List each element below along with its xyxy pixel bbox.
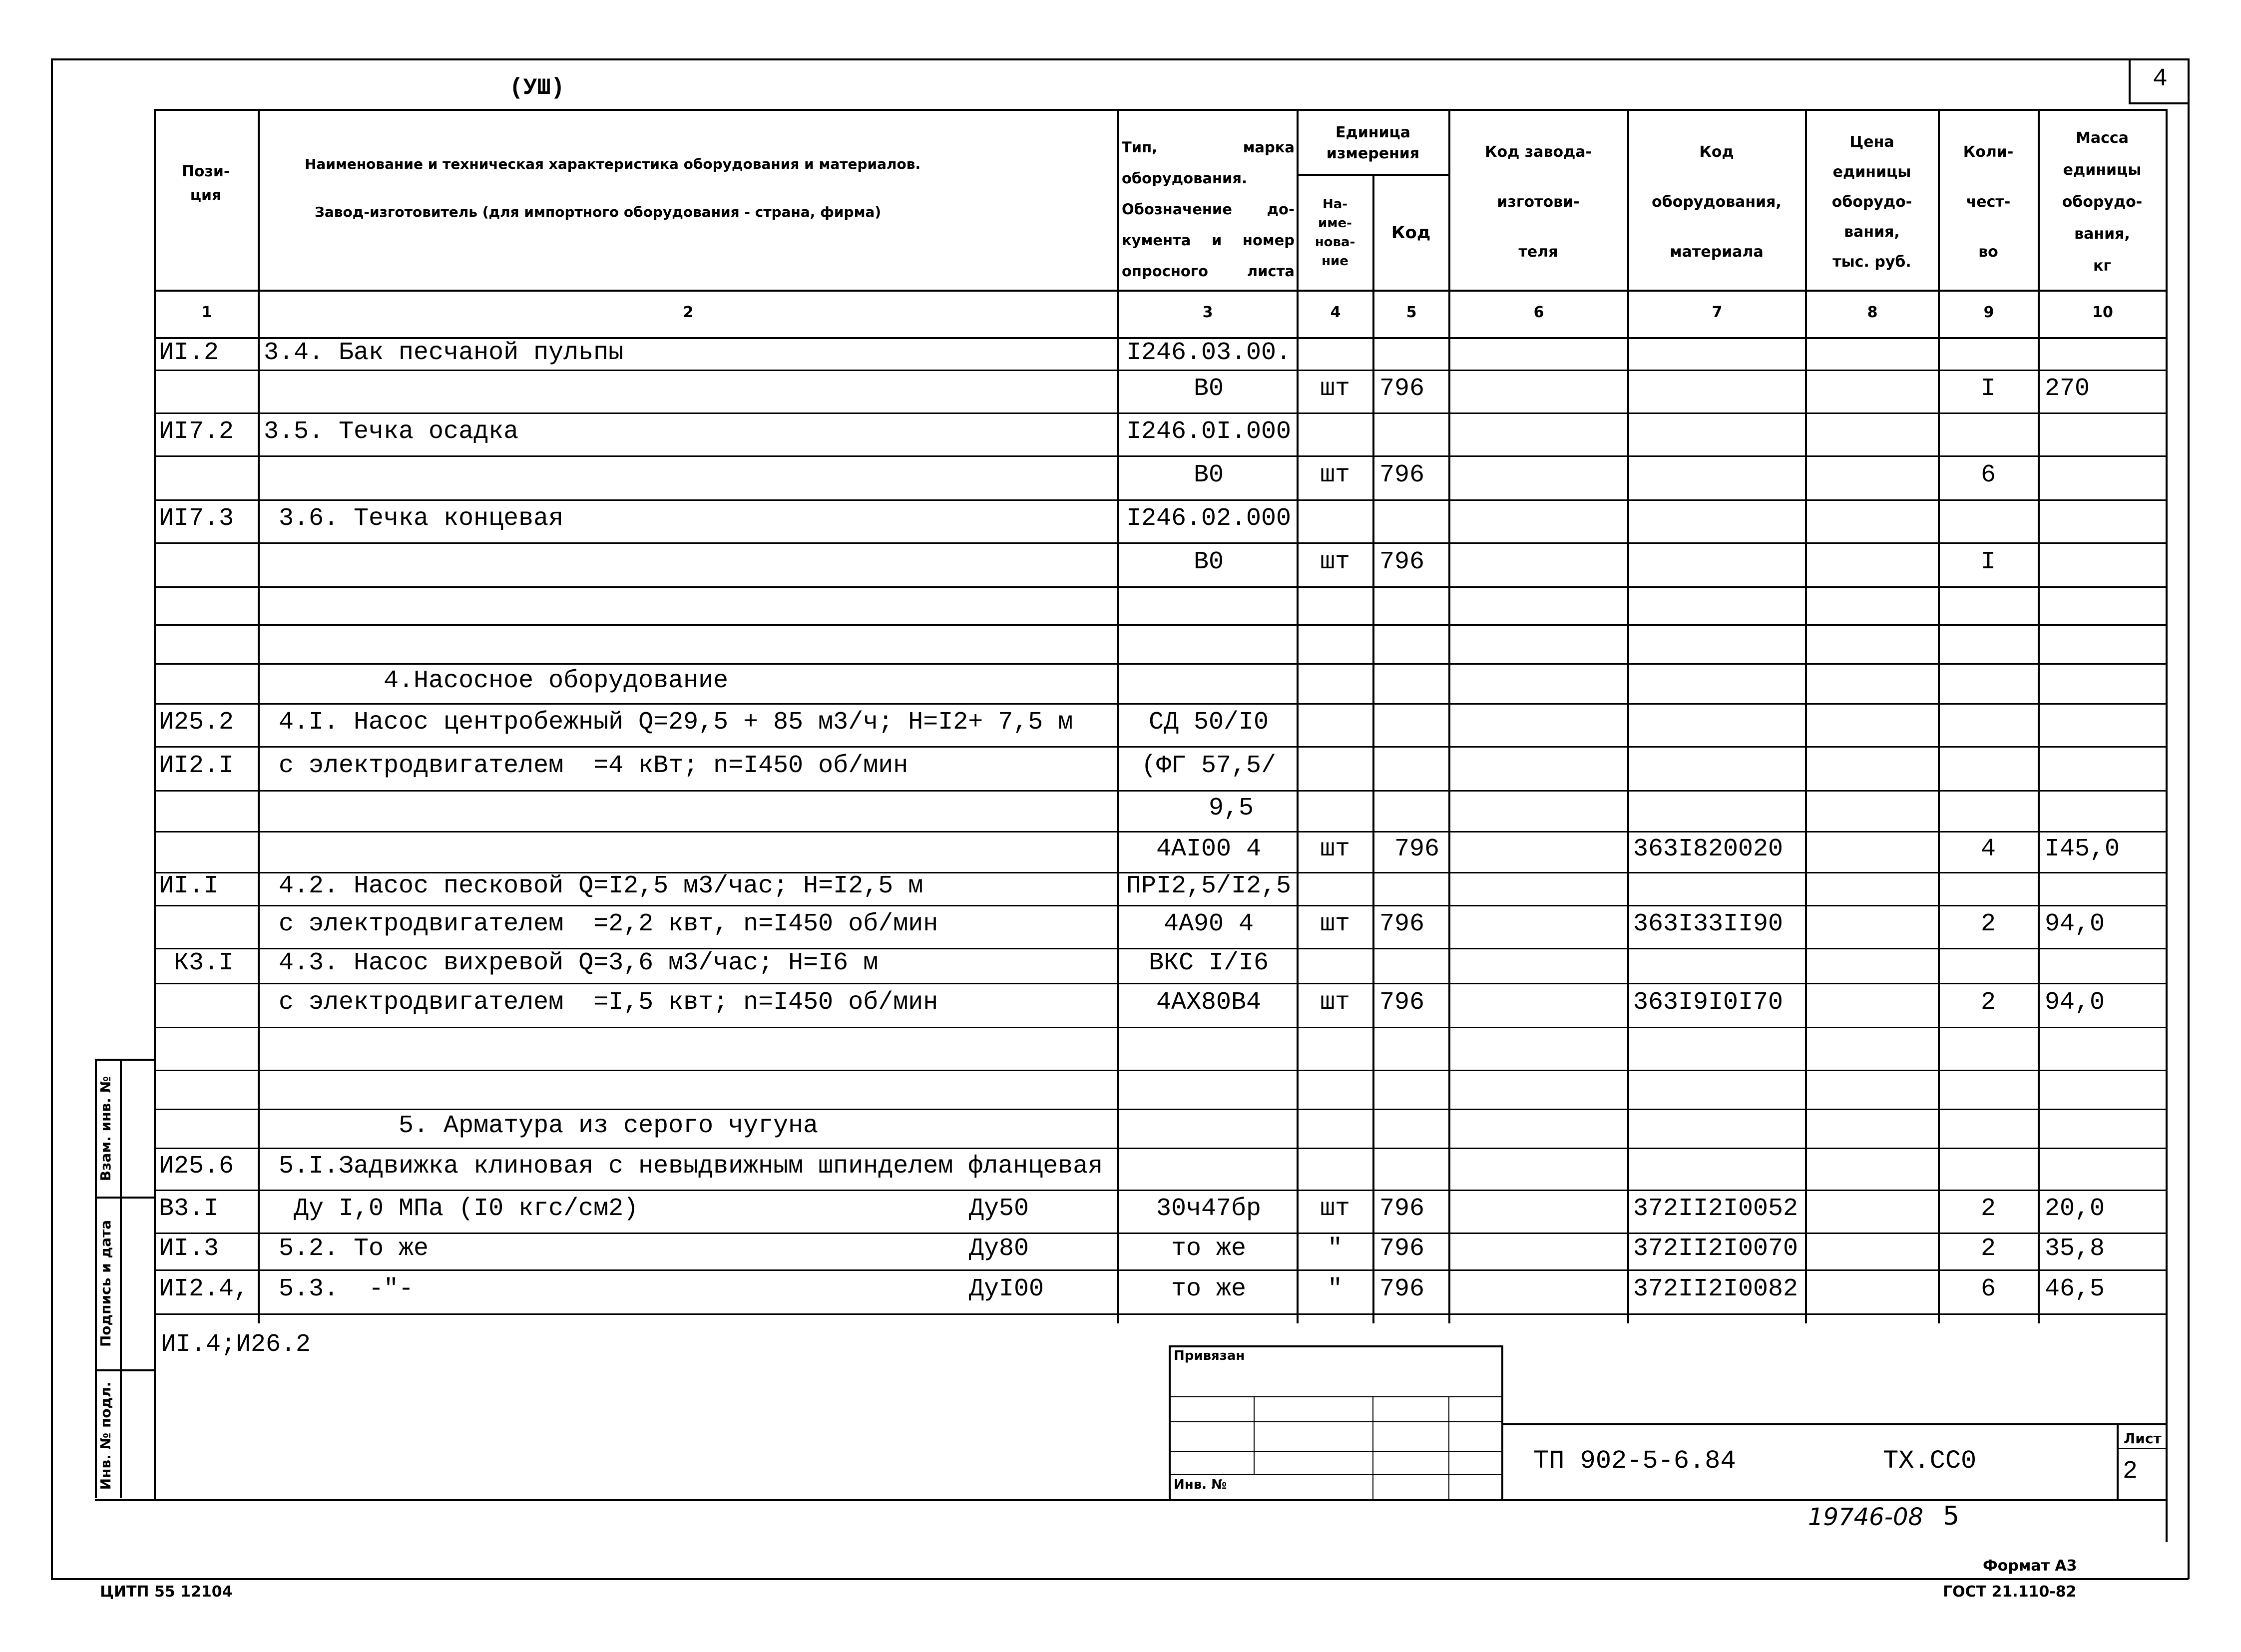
cell-type: СД 50/I0 — [1148, 708, 1269, 737]
col-line-6-7 — [1627, 109, 1629, 1323]
handwritten-registration-number: 19746-08 — [1808, 1503, 1924, 1531]
cell-unit: шт — [1320, 461, 1350, 489]
cell-mass: 46,5 — [2045, 1275, 2105, 1303]
colnum-4: 4 — [1330, 304, 1341, 321]
stamp-sheet-left — [2117, 1423, 2119, 1500]
side-stamp-mid — [120, 1059, 122, 1498]
cell-name: 5.3. -"- — [264, 1275, 414, 1303]
header-unit-name: На- име- нова- ние — [1315, 197, 1355, 269]
colnum-5: 5 — [1406, 304, 1417, 321]
outer-frame-bottom — [51, 1578, 2189, 1580]
cell-mass: I45,0 — [2045, 835, 2120, 863]
colnum-7: 7 — [1712, 304, 1723, 321]
header-unit: Единица измерения — [1326, 124, 1420, 162]
row-divider — [154, 413, 2167, 414]
cell-equip: 363I9I0I70 — [1633, 988, 1784, 1017]
row-divider — [154, 586, 2167, 588]
cell-pos: К3.I — [159, 949, 234, 977]
cell-unit: " — [1327, 1235, 1343, 1263]
cell-type: I246.02.000 — [1126, 504, 1292, 533]
col-line-5-6 — [1448, 109, 1450, 1323]
cell-type: 4АI00 4 — [1156, 835, 1262, 863]
header-unit-price: Цена единицы оборудо- вания, тыс. руб. — [1831, 133, 1912, 271]
cell-unit: шт — [1320, 910, 1350, 938]
cell-qty: I — [1980, 548, 1996, 576]
cell-type: то же — [1171, 1275, 1247, 1303]
cell-nominal-diameter: Ду80 — [969, 1235, 1029, 1263]
colnum-2: 2 — [683, 304, 694, 321]
table-bottom — [95, 1499, 2167, 1501]
cell-type: I246.03.00. — [1126, 339, 1292, 367]
cell-unit: шт — [1320, 988, 1350, 1017]
stamp-row1 — [1169, 1396, 1502, 1397]
cell-code: 796 — [1379, 461, 1425, 489]
cell-name: 4.2. Насос песковой Q=I2,5 м3/час; Н=I2,5 м — [264, 872, 923, 900]
cell-qty: I — [1980, 375, 1996, 403]
cell-unit: шт — [1320, 1195, 1350, 1223]
cell-unit: шт — [1320, 835, 1350, 863]
cell-mass: 20,0 — [2045, 1195, 2105, 1223]
row-divider — [154, 1269, 2167, 1271]
cell-type: 4АХ80В4 — [1156, 988, 1262, 1017]
cell-pos: ИI7.2 — [159, 417, 234, 446]
footer-format: Формат А3 — [1983, 1557, 2077, 1575]
table-right — [2166, 109, 2168, 1542]
cell-pos: В3.I — [159, 1195, 219, 1223]
row-divider — [154, 663, 2167, 665]
row-divider — [154, 1233, 2167, 1234]
row-divider — [154, 1070, 2167, 1071]
cell-equip: 363I33II90 — [1633, 910, 1784, 938]
stamp-col1 — [1254, 1396, 1255, 1474]
cell-nominal-diameter: Ду50 — [969, 1195, 1029, 1223]
cell-code: 796 — [1379, 1235, 1425, 1263]
colnum-10: 10 — [2092, 304, 2113, 321]
table-top — [154, 109, 2167, 111]
cell-type: В0 — [1193, 548, 1224, 576]
side-label-original-inventory: Инв. № подл. — [97, 1381, 114, 1490]
row-divider — [154, 703, 2167, 705]
row-divider — [154, 1109, 2167, 1110]
colnum-3: 3 — [1202, 304, 1213, 321]
cell-type: (ФГ 57,5/ — [1141, 752, 1277, 780]
cell-name: 3.6. Течка концевая — [264, 504, 564, 533]
cell-type: ВКС I/I6 — [1148, 949, 1269, 977]
stamp-top — [1169, 1345, 1502, 1347]
row-divider — [154, 1313, 2167, 1315]
cell-pos: ИI7.3 — [159, 504, 234, 533]
row-divider — [154, 905, 2167, 906]
cell-type: то же — [1171, 1235, 1247, 1263]
outer-frame-top — [51, 58, 2189, 60]
cell-pos: И25.6 — [159, 1152, 234, 1181]
cell-type: В0 — [1193, 375, 1224, 403]
cell-mass: 94,0 — [2045, 910, 2105, 938]
cell-pos: И25.2 — [159, 708, 234, 737]
cell-pos: ИI2.4, — [159, 1275, 249, 1303]
row-divider — [154, 1190, 2167, 1191]
project-code: ТП 902-5-6.84 — [1533, 1446, 1736, 1476]
cell-name: 5.I.Задвижка клиновая с невыдвижным шпинделем фланцевая — [264, 1152, 1103, 1181]
header-type: Тип, марка оборудования. Обозначение до- кумента и номер опросного листа — [1122, 139, 1295, 280]
cell-name: 5.2. То же — [264, 1235, 429, 1263]
cell-type: 4А90 4 — [1163, 910, 1254, 938]
cell-name: с электродвигателем =2,2 квт, n=I450 об/мин — [264, 910, 938, 938]
side-stamp-left — [95, 1059, 97, 1498]
footer-cipher: ЦИТП 55 12104 — [100, 1583, 233, 1601]
col-line-1-2 — [258, 109, 260, 1323]
outer-frame-right — [2188, 58, 2190, 1579]
cell-equip: 372II2I0052 — [1633, 1195, 1798, 1223]
cell-pos: ИI.3 — [159, 1235, 219, 1263]
stamp-main-top — [1501, 1423, 2167, 1425]
cell-pos: ИI2.I — [159, 752, 234, 780]
stamp-row4 — [1169, 1474, 1502, 1475]
cell-unit: " — [1327, 1275, 1343, 1303]
document-code: ТХ.СС0 — [1883, 1446, 1977, 1476]
cell-type: ПРI2,5/I2,5 — [1126, 872, 1292, 900]
col-line-8-9 — [1938, 109, 1940, 1323]
row-divider — [154, 370, 2167, 371]
cell-type: 30ч47бр — [1156, 1195, 1262, 1223]
stamp-sheet-split — [2117, 1448, 2166, 1449]
cell-name: с электродвигателем =4 кВт; n=I450 об/мин — [264, 752, 908, 780]
cell-qty: 6 — [1980, 1275, 1996, 1303]
stamp-bound-label: Привязан — [1174, 1348, 1245, 1363]
stamp-left — [1169, 1345, 1171, 1500]
stamp-row2 — [1169, 1421, 1502, 1422]
row-divider — [154, 831, 2167, 832]
cell-qty: 2 — [1980, 910, 1996, 938]
header-unit-mass: Масса единицы оборудо- вания, кг — [2062, 129, 2143, 275]
col-line-2-3 — [1117, 109, 1119, 1323]
colnum-1: 1 — [201, 304, 212, 321]
colnum-8: 8 — [1867, 304, 1878, 321]
cell-nominal-diameter: ДуI00 — [969, 1275, 1044, 1303]
sheet-number: 2 — [2123, 1457, 2138, 1486]
cell-qty: 4 — [1980, 835, 1996, 863]
cell-equip: 372II2I0082 — [1633, 1275, 1798, 1303]
cell-name: 5. Арматура из серого чугуна — [264, 1112, 819, 1140]
stamp-col2 — [1372, 1396, 1373, 1500]
col-line-7-8 — [1805, 109, 1807, 1323]
cell-code: 796 — [1379, 835, 1440, 863]
cell-name: с электродвигателем =I,5 квт; n=I450 об/мин — [264, 988, 938, 1017]
cell-type: I246.0I.000 — [1126, 417, 1292, 446]
row-divider — [154, 1148, 2167, 1149]
cell-mass: 270 — [2045, 375, 2090, 403]
cell-unit: шт — [1320, 375, 1350, 403]
section-roman-label: (УШ) — [509, 75, 565, 101]
row-divider — [154, 1027, 2167, 1028]
row-divider — [154, 746, 2167, 748]
side-label-replacement: Взам. инв. № — [97, 1076, 114, 1182]
cell-mass: 35,8 — [2045, 1235, 2105, 1263]
cell-mass: 94,0 — [2045, 988, 2105, 1017]
row-divider — [154, 455, 2167, 457]
col-line-9-10 — [2038, 109, 2040, 1323]
cell-code: 796 — [1379, 375, 1425, 403]
cell-name: 4.I. Насос центробежный Q=29,5 + 85 м3/ч; Н=I2+ 7,5 м — [264, 708, 1073, 737]
cell-qty: 2 — [1980, 1195, 1996, 1223]
stamp-col3 — [1448, 1396, 1449, 1500]
cell-unit: шт — [1320, 548, 1350, 576]
colnum-6: 6 — [1533, 304, 1544, 321]
header-unit-code: Код — [1391, 223, 1431, 243]
stamp-inventory-label: Инв. № — [1174, 1477, 1227, 1492]
cell-name: 4.3. Насос вихревой Q=3,6 м3/час; Н=I6 м — [264, 949, 879, 977]
continuation-position: ИI.4;И26.2 — [161, 1330, 311, 1359]
header-name-line2: Завод-изготовитель (для импортного оборудования - страна, фирма) — [315, 204, 882, 220]
row-divider — [154, 624, 2167, 626]
row-divider — [154, 542, 2167, 544]
cell-equip: 363I820020 — [1633, 835, 1784, 863]
sheet-label: Лист — [2124, 1430, 2162, 1447]
cell-type: 9,5 — [1163, 794, 1254, 823]
col-line-3-4 — [1297, 109, 1299, 1323]
stamp-row3 — [1169, 1451, 1502, 1452]
sheet-corner-number: 4 — [2152, 65, 2168, 93]
corner-box-left — [2129, 58, 2131, 103]
cell-name: 4.Насосное оборудование — [264, 667, 729, 695]
header-factory-code: Код завода- изготови- теля — [1485, 143, 1592, 261]
cell-code: 796 — [1379, 1195, 1425, 1223]
cell-pos: ИI.I — [159, 872, 219, 900]
stamp-right-inner — [1501, 1345, 1503, 1500]
outer-frame-left — [51, 58, 53, 1579]
col-line-4-5 — [1372, 174, 1374, 1323]
row-divider — [154, 499, 2167, 501]
cell-qty: 6 — [1980, 461, 1996, 489]
side-label-signature-date: Подпись и дата — [97, 1220, 114, 1347]
cell-pos: ИI.2 — [159, 339, 219, 367]
cell-name: 3.4. Бак песчаной пульпы — [264, 339, 624, 367]
header-name-line1: Наименование и техническая характеристика оборудования и материалов. — [305, 156, 921, 172]
cell-code: 796 — [1379, 910, 1425, 938]
header-position: Пози- ция — [181, 163, 230, 204]
cell-name: 3.5. Течка осадка — [264, 417, 519, 446]
cell-qty: 2 — [1980, 1235, 1996, 1263]
header-quantity: Коли- чест- во — [1963, 143, 2014, 261]
row-divider — [154, 983, 2167, 984]
footer-gost: ГОСТ 21.110-82 — [1943, 1583, 2077, 1601]
cell-name: Ду I,0 МПа (I0 кгс/см2) — [264, 1195, 639, 1223]
cell-equip: 372II2I0070 — [1633, 1235, 1798, 1263]
header-bottom — [154, 290, 2167, 292]
colnum-9: 9 — [1983, 304, 1994, 321]
cell-code: 796 — [1379, 548, 1425, 576]
cell-code: 796 — [1379, 1275, 1425, 1303]
handwritten-page-number: 5 — [1943, 1501, 1960, 1531]
row-divider — [154, 790, 2167, 792]
cell-qty: 2 — [1980, 988, 1996, 1017]
header-equipment-code: Код оборудования, материала — [1652, 143, 1782, 261]
cell-type: В0 — [1193, 461, 1224, 489]
corner-box-bottom — [2129, 102, 2189, 104]
cell-code: 796 — [1379, 988, 1425, 1017]
